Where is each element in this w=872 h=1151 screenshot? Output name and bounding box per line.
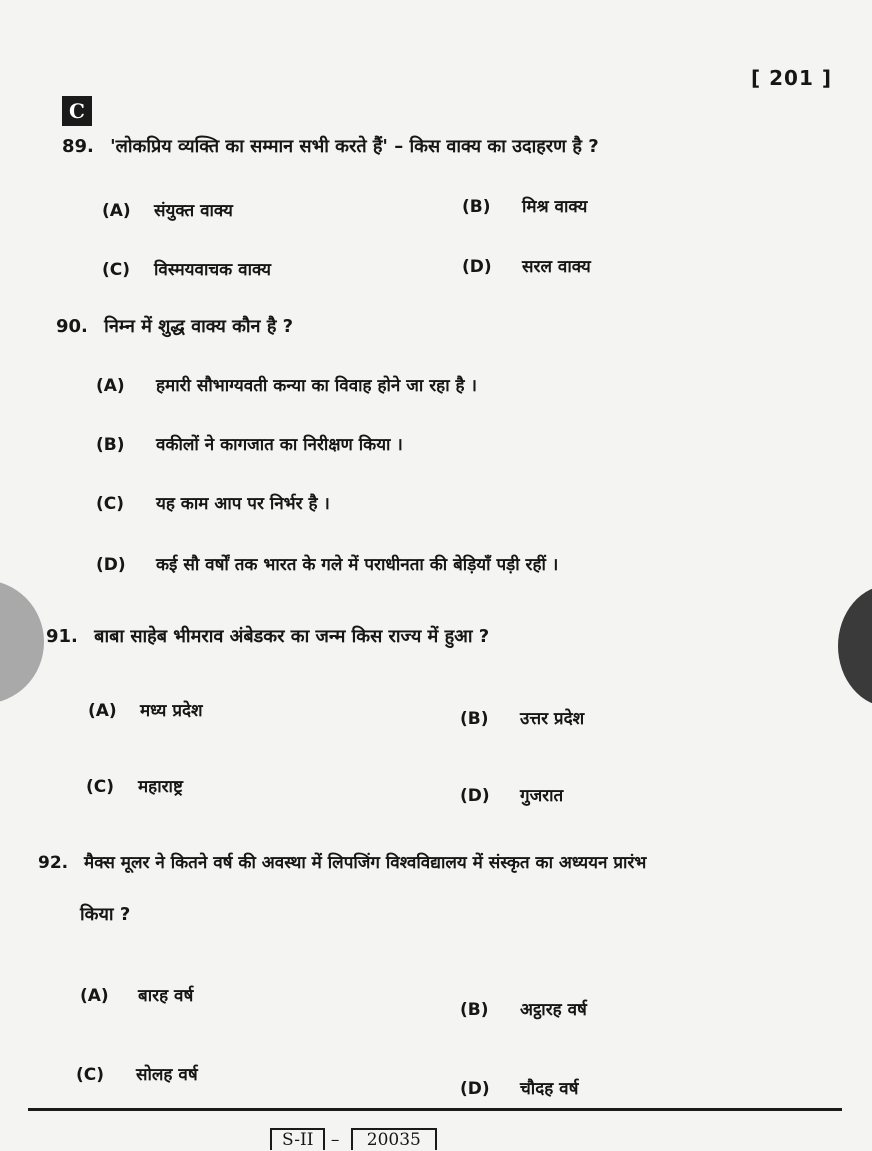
option-label: (D): [460, 1079, 490, 1099]
option-label: (D): [462, 257, 492, 277]
question-number: 89.: [62, 136, 94, 157]
option-label: (D): [96, 555, 126, 575]
option-89-b: [462, 194, 587, 217]
option-text: बारह वर्ष: [138, 986, 194, 1006]
option-label: (A): [96, 376, 125, 396]
option-text: संयुक्त वाक्य: [154, 201, 233, 221]
option-label: (A): [102, 201, 131, 221]
option-91-a: [88, 698, 203, 721]
option-text: उत्तर प्रदेश: [520, 709, 585, 729]
set-code-badge: C: [62, 96, 92, 126]
option-label: (A): [80, 986, 109, 1006]
question-text-cont: किया ?: [80, 904, 131, 925]
option-label: (C): [76, 1065, 105, 1085]
option-text: यह काम आप पर निर्भर है ।: [156, 494, 330, 514]
option-label: (D): [460, 786, 490, 806]
question-92-continued: [80, 902, 130, 926]
option-91-d: [460, 783, 563, 806]
question-91: [46, 624, 489, 648]
option-text: सोलह वर्ष: [136, 1065, 198, 1085]
option-92-a: [80, 983, 193, 1006]
option-label: (B): [460, 709, 489, 729]
question-number: 91.: [46, 626, 78, 647]
option-label: (B): [460, 1000, 489, 1020]
option-text: वकीलों ने कागजात का निरीक्षण किया ।: [156, 435, 403, 455]
option-92-d: [460, 1076, 578, 1099]
question-90: [56, 314, 293, 338]
question-text: निम्न में शुद्ध वाक्य कौन है ?: [104, 316, 294, 337]
question-text: मैक्स मूलर ने कितने वर्ष की अवस्था में लिपजिंग विश्वविद्यालय में संस्कृत का अध्ययन प्रारंभ: [84, 853, 647, 873]
question-89: [62, 134, 599, 158]
footer-code-number: 20035: [351, 1128, 437, 1150]
option-89-a: [102, 198, 233, 221]
option-89-d: [462, 254, 591, 277]
footer-code: [270, 1130, 437, 1150]
option-text: चौदह वर्ष: [520, 1079, 579, 1099]
question-text: बाबा साहेब भीमराव अंबेडकर का जन्म किस राज्य में हुआ ?: [94, 626, 490, 647]
option-text: अट्ठारह वर्ष: [520, 1000, 587, 1020]
option-text: मिश्र वाक्य: [522, 197, 588, 217]
option-90-a: [96, 373, 477, 396]
question-92: [38, 850, 646, 873]
question-number: 90.: [56, 316, 88, 337]
option-text: कई सौ वर्षों तक भारत के गले में पराधीनता की बेड़ियाँ पड़ी रहीं ।: [156, 555, 559, 575]
option-90-c: [96, 491, 330, 514]
option-90-b: [96, 432, 403, 455]
option-text: हमारी सौभाग्यवती कन्या का विवाह होने जा रहा है ।: [156, 376, 477, 396]
footer-divider: [28, 1108, 842, 1111]
option-89-c: [102, 257, 271, 280]
option-text: सरल वाक्य: [522, 257, 591, 277]
footer-code-series: S-II: [270, 1128, 325, 1150]
option-label: (B): [96, 435, 125, 455]
option-label: (C): [86, 777, 115, 797]
option-label: (C): [102, 260, 131, 280]
option-92-c: [76, 1062, 198, 1085]
option-91-b: [460, 706, 584, 729]
option-text: गुजरात: [520, 786, 564, 806]
option-91-c: [86, 774, 183, 797]
option-label: (C): [96, 494, 125, 514]
question-number: 92.: [38, 853, 69, 873]
option-text: महाराष्ट्र: [138, 777, 183, 797]
option-92-b: [460, 997, 587, 1020]
option-label: (B): [462, 197, 491, 217]
scan-binder-hole-left: [0, 580, 44, 704]
option-text: विस्मयवाचक वाक्य: [154, 260, 271, 280]
option-90-d: [96, 552, 558, 575]
page-number: [ 201 ]: [751, 66, 832, 90]
question-text: 'लोकप्रिय व्यक्ति का सम्मान सभी करते हैं' – किस वाक्य का उदाहरण है ?: [110, 136, 599, 157]
option-label: (A): [88, 701, 117, 721]
scan-binder-hole-right: [838, 585, 872, 707]
option-text: मध्य प्रदेश: [140, 701, 203, 721]
footer-dash: –: [330, 1130, 340, 1150]
